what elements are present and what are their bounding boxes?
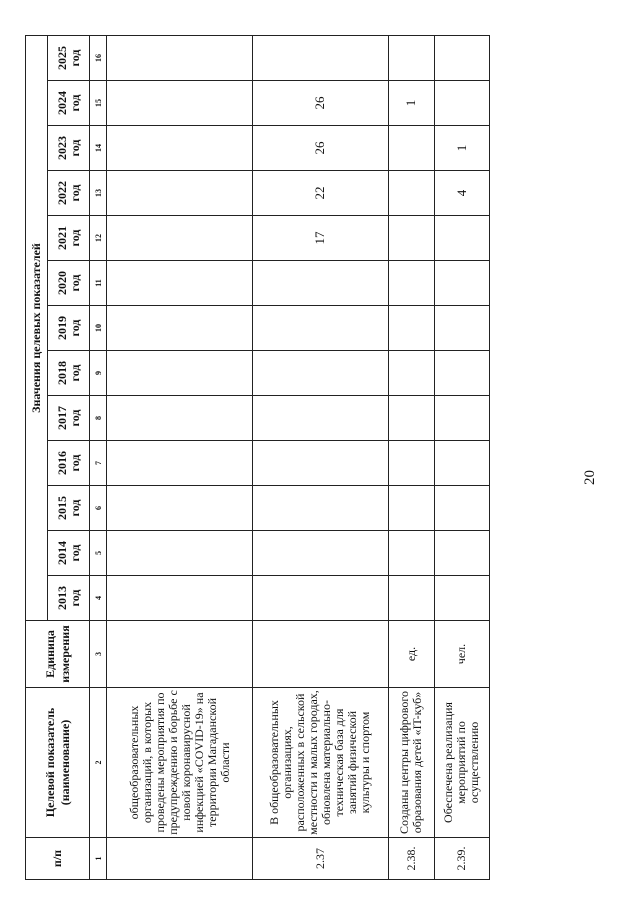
value-cell bbox=[107, 486, 253, 531]
header-year-2015: 2015 год bbox=[48, 486, 90, 531]
table-row bbox=[252, 36, 388, 880]
value-cell bbox=[388, 396, 434, 441]
col-number: 4 bbox=[90, 576, 107, 621]
rotated-landscape-content bbox=[0, 35, 604, 905]
value-cell bbox=[388, 486, 434, 531]
row-index: 2.37 bbox=[252, 838, 388, 880]
value-cell: 26 bbox=[252, 81, 388, 126]
row-unit bbox=[107, 621, 253, 688]
value-cell bbox=[107, 171, 253, 216]
target-indicators-table bbox=[25, 35, 490, 880]
header-year-2020: 2020 год bbox=[48, 261, 90, 306]
header-year-2018: 2018 год bbox=[48, 351, 90, 396]
value-cell bbox=[388, 36, 434, 81]
header-year-2013: 2013 год bbox=[48, 576, 90, 621]
col-number: 13 bbox=[90, 171, 107, 216]
col-number: 7 bbox=[90, 441, 107, 486]
page-number: 20 bbox=[582, 470, 598, 485]
header-year-2017: 2017 год bbox=[48, 396, 90, 441]
header-year-2021: 2021 год bbox=[48, 216, 90, 261]
table-row bbox=[107, 36, 253, 880]
row-indicator: В общеобразовательных организациях, расположенных в сельской местности и малых городах, обновлена материально-техническая база для занятий физической культуры и спортом bbox=[252, 688, 388, 838]
col-number: 12 bbox=[90, 216, 107, 261]
col-number: 1 bbox=[90, 838, 107, 880]
value-cell bbox=[107, 36, 253, 81]
value-cell bbox=[388, 576, 434, 621]
header-indicator: Целевой показатель (наименование) bbox=[26, 688, 90, 838]
value-cell bbox=[388, 171, 434, 216]
col-number: 2 bbox=[90, 688, 107, 838]
value-cell bbox=[434, 351, 489, 396]
value-cell bbox=[434, 261, 489, 306]
row-indicator: общеобразовательных организаций, в которых проведены мероприятия по предупреждению и борьбе с новой коронавирусной инфекцией «COVID-19» на территории Магаданской области bbox=[107, 688, 253, 838]
header-year-2016: 2016 год bbox=[48, 441, 90, 486]
header-year-2023: 2023 год bbox=[48, 126, 90, 171]
header-year-2019: 2019 год bbox=[48, 306, 90, 351]
row-index: 2.39. bbox=[434, 838, 489, 880]
value-cell: 1 bbox=[434, 126, 489, 171]
value-cell bbox=[107, 531, 253, 576]
row-index bbox=[107, 838, 253, 880]
value-cell bbox=[252, 306, 388, 351]
value-cell bbox=[107, 126, 253, 171]
value-cell bbox=[388, 531, 434, 576]
value-cell bbox=[434, 396, 489, 441]
value-cell bbox=[388, 261, 434, 306]
value-cell bbox=[434, 441, 489, 486]
value-cell bbox=[252, 261, 388, 306]
col-number: 8 bbox=[90, 396, 107, 441]
row-index: 2.38. bbox=[388, 838, 434, 880]
header-year-2014: 2014 год bbox=[48, 531, 90, 576]
value-cell bbox=[434, 531, 489, 576]
value-cell bbox=[252, 351, 388, 396]
header-values-group: Значения целевых показателей bbox=[26, 36, 48, 621]
value-cell: 17 bbox=[252, 216, 388, 261]
value-cell bbox=[388, 216, 434, 261]
value-cell bbox=[388, 351, 434, 396]
value-cell bbox=[252, 576, 388, 621]
value-cell bbox=[388, 126, 434, 171]
col-number: 3 bbox=[90, 621, 107, 688]
col-number: 11 bbox=[90, 261, 107, 306]
value-cell bbox=[434, 36, 489, 81]
value-cell: 26 bbox=[252, 126, 388, 171]
value-cell bbox=[434, 81, 489, 126]
value-cell bbox=[252, 396, 388, 441]
value-cell bbox=[107, 351, 253, 396]
col-number: 6 bbox=[90, 486, 107, 531]
value-cell bbox=[434, 216, 489, 261]
value-cell bbox=[388, 441, 434, 486]
col-number: 15 bbox=[90, 81, 107, 126]
row-indicator: Созданы центры цифрового образования детей «IT-куб» bbox=[388, 688, 434, 838]
header-year-2022: 2022 год bbox=[48, 171, 90, 216]
value-cell bbox=[107, 576, 253, 621]
col-number: 16 bbox=[90, 36, 107, 81]
value-cell bbox=[252, 441, 388, 486]
table-row bbox=[388, 36, 434, 880]
col-number: 9 bbox=[90, 351, 107, 396]
table-row bbox=[434, 36, 489, 880]
value-cell bbox=[252, 486, 388, 531]
header-pp: п/п bbox=[26, 838, 90, 880]
value-cell bbox=[434, 306, 489, 351]
header-year-2024: 2024 год bbox=[48, 81, 90, 126]
row-unit bbox=[252, 621, 388, 688]
value-cell bbox=[434, 576, 489, 621]
value-cell bbox=[252, 36, 388, 81]
value-cell bbox=[107, 441, 253, 486]
row-indicator: Обеспечена реализация мероприятий по осуществлению bbox=[434, 688, 489, 838]
value-cell bbox=[107, 216, 253, 261]
col-number: 14 bbox=[90, 126, 107, 171]
value-cell bbox=[252, 531, 388, 576]
value-cell: 22 bbox=[252, 171, 388, 216]
col-number: 5 bbox=[90, 531, 107, 576]
row-unit: ед. bbox=[388, 621, 434, 688]
row-unit: чел. bbox=[434, 621, 489, 688]
value-cell bbox=[388, 306, 434, 351]
value-cell bbox=[107, 306, 253, 351]
value-cell bbox=[434, 486, 489, 531]
value-cell bbox=[107, 396, 253, 441]
value-cell bbox=[107, 261, 253, 306]
value-cell bbox=[107, 81, 253, 126]
header-year-2025: 2025 год bbox=[48, 36, 90, 81]
value-cell: 4 bbox=[434, 171, 489, 216]
header-unit: Единица измерения bbox=[26, 621, 90, 688]
value-cell: 1 bbox=[388, 81, 434, 126]
col-number: 10 bbox=[90, 306, 107, 351]
